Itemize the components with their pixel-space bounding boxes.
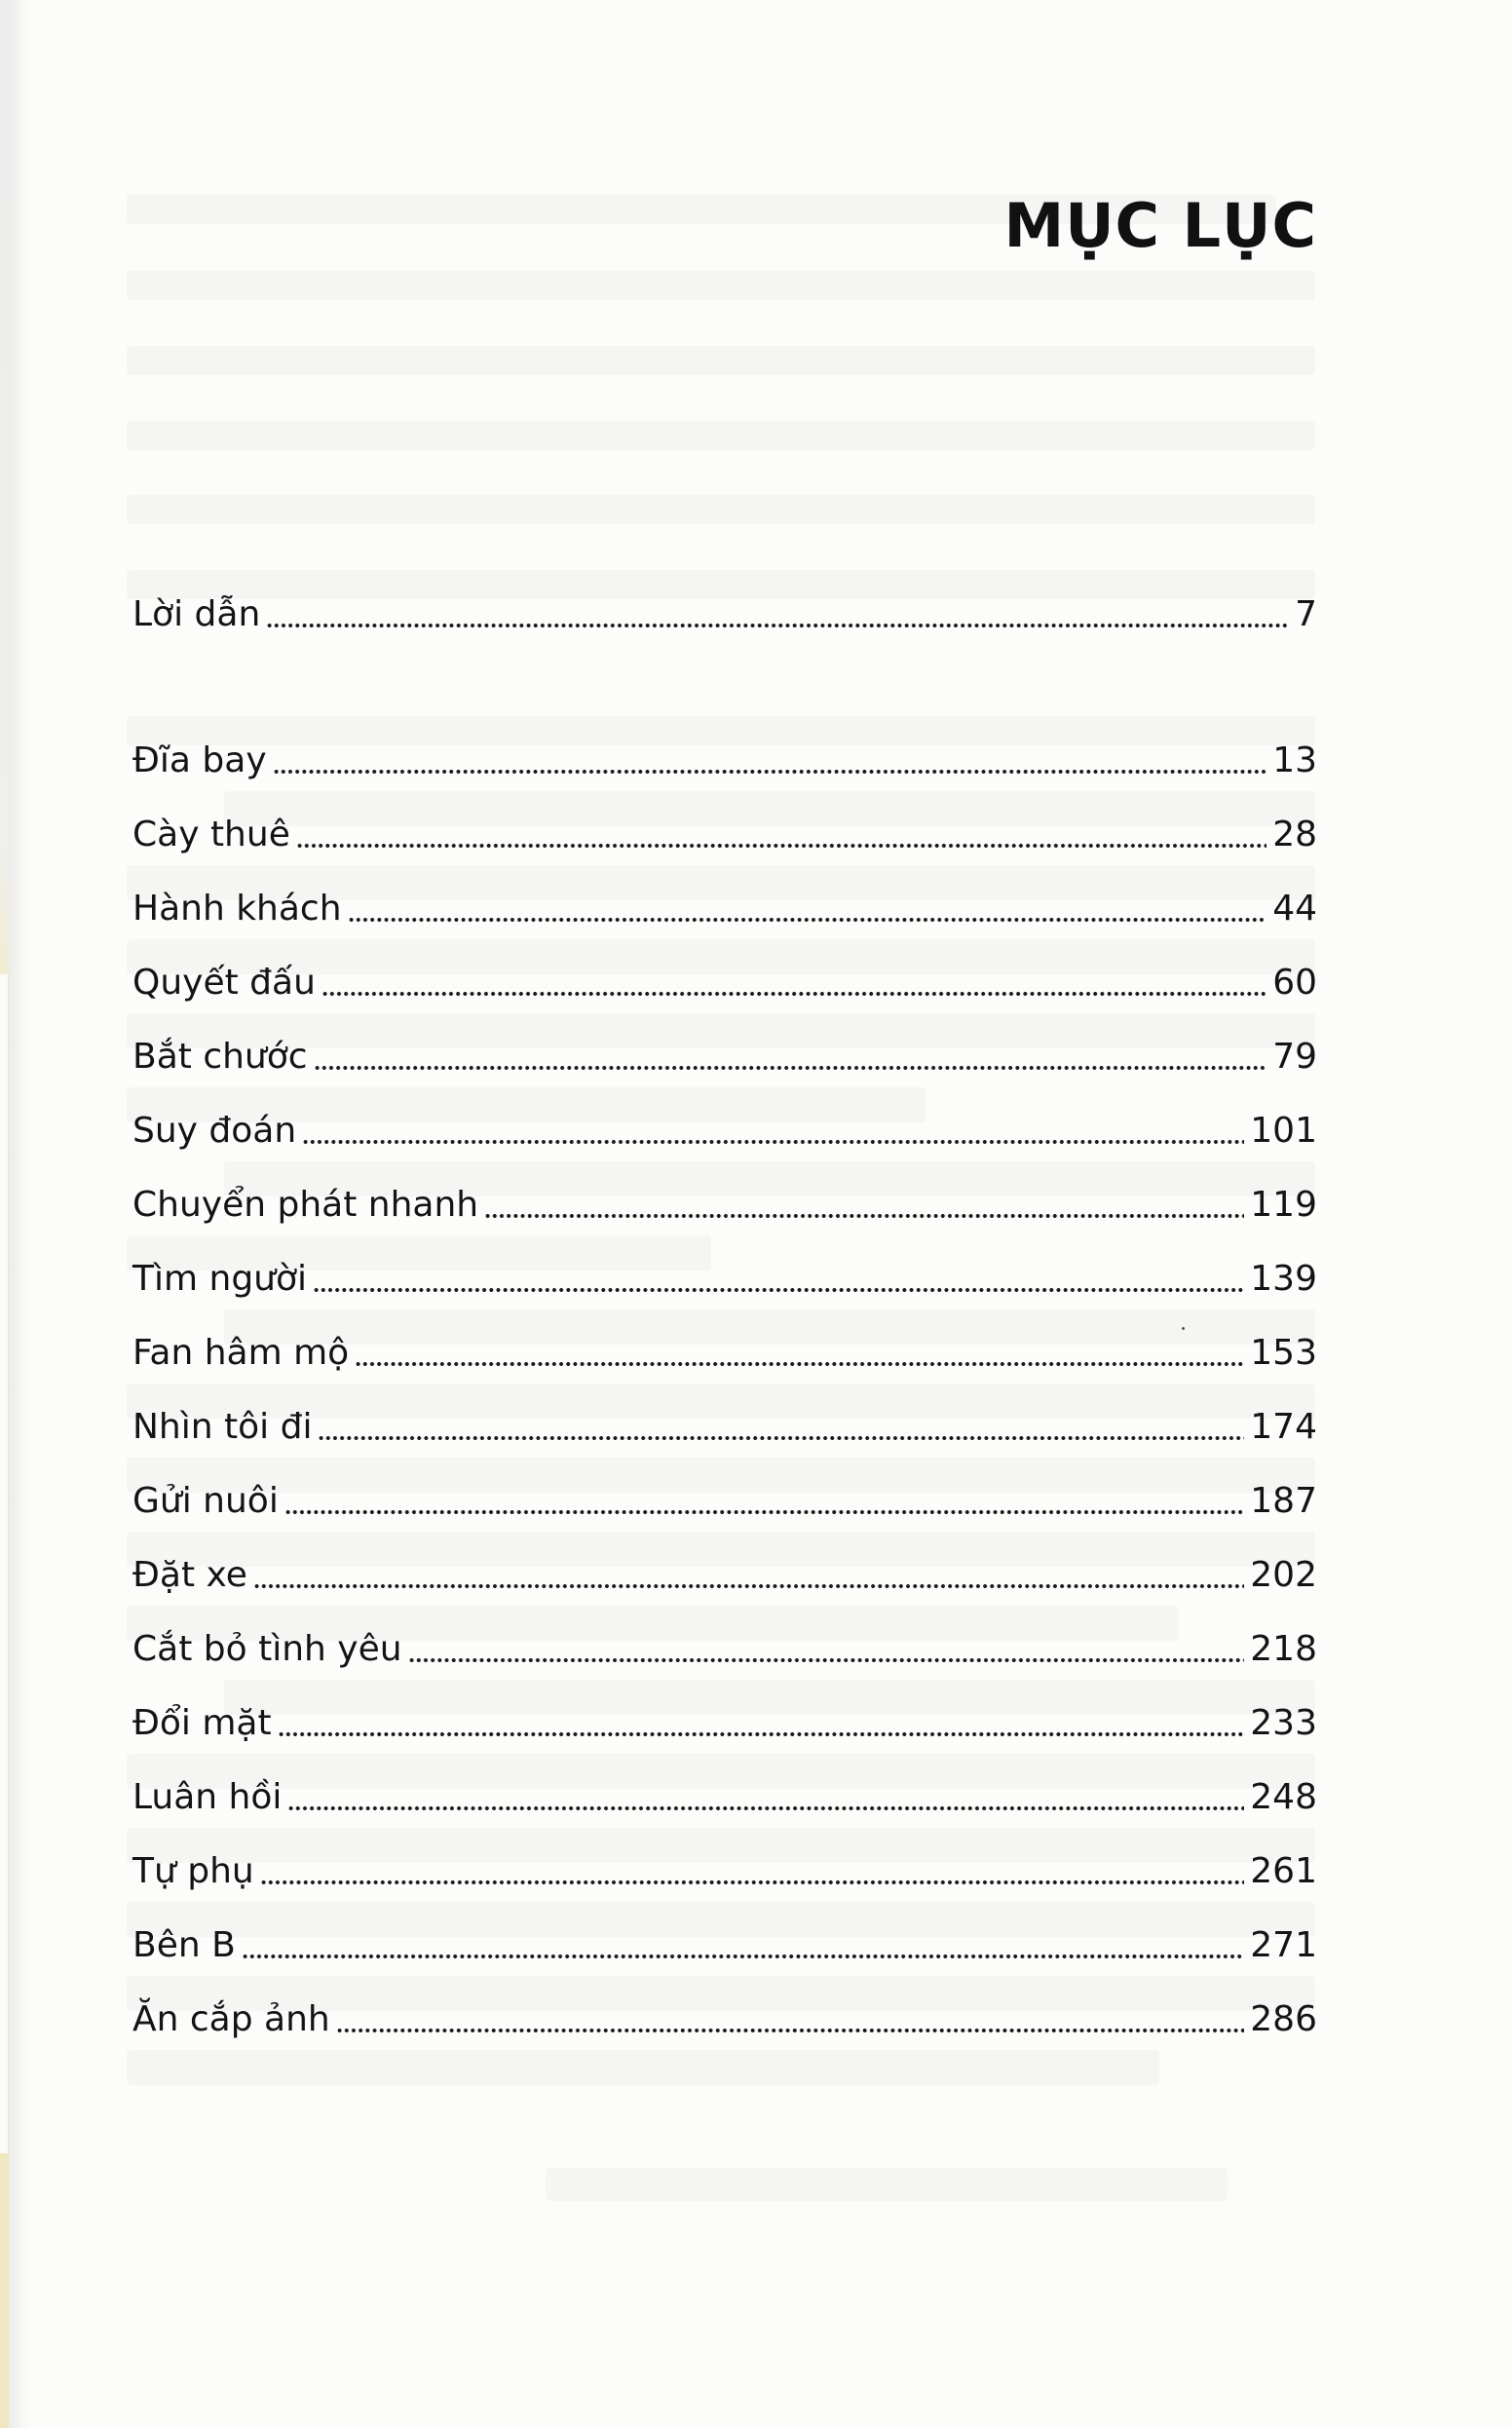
- dot-leader: [278, 1732, 1245, 1736]
- toc-entry-page: 44: [1272, 889, 1317, 929]
- toc-entry[interactable]: [132, 1550, 1317, 1601]
- toc-entry[interactable]: [132, 1180, 1317, 1231]
- toc-entry-page: 119: [1250, 1185, 1317, 1225]
- toc-entry-label: Bên B: [132, 1925, 236, 1965]
- toc-entry[interactable]: [132, 1402, 1317, 1453]
- dot-leader: [273, 770, 1267, 774]
- toc-entry-label: Quyết đấu: [132, 963, 316, 1003]
- toc-entry-label: Lời dẫn: [132, 594, 261, 634]
- toc-entry-label: Cắt bỏ tình yêu: [132, 1629, 402, 1669]
- bleed-through: [546, 2168, 1228, 2201]
- paper-edge-shadow: [9, 0, 30, 2428]
- toc-entry[interactable]: [132, 1994, 1317, 2045]
- toc-entry-page: 60: [1272, 963, 1317, 1003]
- toc-entry-label: Ăn cắp ảnh: [132, 1999, 330, 2039]
- dot-leader: [242, 1954, 1244, 1958]
- toc-entry[interactable]: [132, 1698, 1317, 1749]
- dot-leader: [296, 844, 1266, 848]
- dot-leader: [253, 1584, 1244, 1588]
- dot-leader: [321, 992, 1266, 996]
- toc-entry-page: 218: [1250, 1629, 1317, 1669]
- toc-entry-page: 202: [1250, 1555, 1317, 1595]
- toc-entry[interactable]: [132, 1328, 1317, 1379]
- toc-entry-label: Đặt xe: [132, 1555, 247, 1595]
- toc-entry-page: 28: [1272, 815, 1317, 854]
- toc-entry-label: Gửi nuôi: [132, 1481, 279, 1521]
- dot-leader: [336, 2029, 1245, 2032]
- bleed-through: [127, 2050, 1159, 2085]
- bleed-through: [127, 495, 1315, 524]
- dot-leader: [260, 1880, 1245, 1884]
- toc-entry-page: 261: [1250, 1851, 1317, 1891]
- toc-entry-page: 7: [1295, 594, 1317, 634]
- toc-entry-label: Luân hồi: [132, 1777, 283, 1817]
- dot-leader: [314, 1066, 1267, 1070]
- toc-entry-page: 248: [1250, 1777, 1317, 1817]
- toc-entry-label: Tự phụ: [132, 1851, 254, 1891]
- toc-entry-page: 79: [1272, 1037, 1317, 1077]
- toc-entry-page: 153: [1250, 1333, 1317, 1373]
- bleed-through: [127, 271, 1315, 300]
- toc-entry[interactable]: [132, 736, 1317, 786]
- toc-entry[interactable]: [132, 884, 1317, 934]
- toc-entry-label: Đổi mặt: [132, 1703, 272, 1743]
- toc-entry-label: Chuyển phát nhanh: [132, 1185, 479, 1225]
- dot-leader: [408, 1658, 1245, 1662]
- toc-entry[interactable]: [132, 1032, 1317, 1082]
- toc-entry-label: Nhìn tôi đi: [132, 1407, 313, 1447]
- dot-leader: [302, 1140, 1244, 1144]
- toc-entry-page: 271: [1250, 1925, 1317, 1965]
- toc-entry[interactable]: [132, 1254, 1317, 1305]
- dot-leader: [287, 1806, 1244, 1810]
- dot-leader: [284, 1510, 1244, 1514]
- dot-leader: [313, 1288, 1244, 1292]
- toc-entry-label: Đĩa bay: [132, 740, 267, 780]
- toc-entry[interactable]: [132, 1920, 1317, 1971]
- toc-entry-page: 286: [1250, 1999, 1317, 2039]
- toc-entry[interactable]: [132, 1772, 1317, 1823]
- toc-entry-label: Hành khách: [132, 889, 342, 929]
- toc-entry-page: 101: [1250, 1111, 1317, 1151]
- toc-entry-page: 187: [1250, 1481, 1317, 1521]
- page-title: MỤC LỤC: [1003, 190, 1317, 261]
- toc-entry-page: 233: [1250, 1703, 1317, 1743]
- toc-entry[interactable]: [132, 810, 1317, 860]
- bleed-through: [127, 421, 1315, 450]
- toc-entry[interactable]: [132, 1476, 1317, 1527]
- toc-entry[interactable]: [132, 1846, 1317, 1897]
- toc-entry-page: 174: [1250, 1407, 1317, 1447]
- toc-entry-label: Cày thuê: [132, 815, 290, 854]
- toc-entry-label: Bắt chước: [132, 1037, 308, 1077]
- toc-entry-label: Suy đoán: [132, 1111, 297, 1151]
- toc-entry-page: 139: [1250, 1259, 1317, 1299]
- toc-entry-page: 13: [1272, 740, 1317, 780]
- dot-leader: [318, 1436, 1244, 1440]
- dot-leader: [266, 624, 1289, 627]
- dot-leader: [484, 1214, 1244, 1218]
- dot-leader: [348, 918, 1267, 922]
- toc-entry-intro[interactable]: [132, 589, 1317, 640]
- toc-entry[interactable]: [132, 958, 1317, 1008]
- toc-entry-label: Tìm người: [132, 1259, 308, 1299]
- toc-entry-label: Fan hâm mộ: [132, 1333, 350, 1373]
- dot-leader: [355, 1362, 1244, 1366]
- bleed-through: [127, 346, 1315, 375]
- toc-entry[interactable]: [132, 1624, 1317, 1675]
- paper-edge-inset: [0, 974, 9, 2153]
- toc-entry[interactable]: [132, 1106, 1317, 1157]
